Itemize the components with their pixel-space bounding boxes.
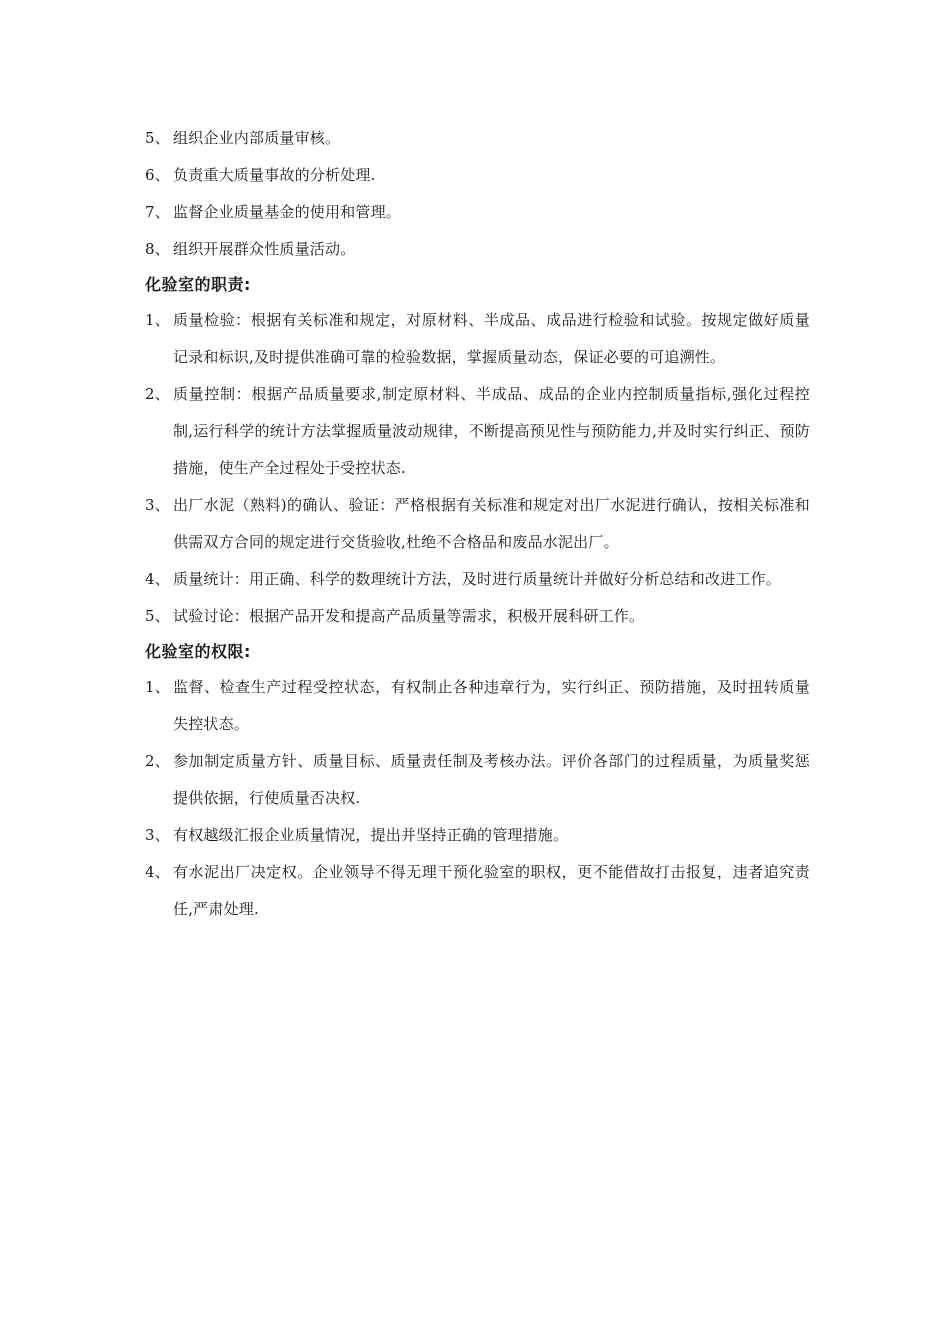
authority-list <box>145 669 810 928</box>
item-text: 负责重大质量事故的分析处理. <box>173 166 376 184</box>
item-number: 1、 <box>145 311 170 329</box>
item-text: 出厂水泥（熟料)的确认、验证：严格根据有关标准和规定对出厂水泥进行确认，按相关标准和供需双方合同的规定进行交货验收,杜绝不合格品和废品水泥出厂。 <box>173 496 810 551</box>
item-text: 有水泥出厂决定权。企业领导不得无理干预化验室的职权，更不能借故打击报复，违者追究责任,严肃处理. <box>173 863 810 918</box>
list-item <box>145 231 810 268</box>
item-number: 5、 <box>145 129 170 147</box>
list-item <box>145 598 810 635</box>
item-number: 4、 <box>145 863 170 881</box>
list-item <box>145 561 810 598</box>
duties-heading: 化验室的职责: <box>145 275 251 294</box>
list-item <box>145 376 810 487</box>
authority-heading: 化验室的权限: <box>145 642 251 661</box>
duties-list <box>145 302 810 635</box>
list-item <box>145 120 810 157</box>
document-body <box>145 120 810 928</box>
item-number: 2、 <box>145 385 170 403</box>
item-number: 8、 <box>145 240 170 258</box>
list-item <box>145 194 810 231</box>
item-number: 7、 <box>145 203 170 221</box>
list-item <box>145 302 810 376</box>
list-item <box>145 817 810 854</box>
intro-list <box>145 120 810 268</box>
item-text: 监督、检查生产过程受控状态，有权制止各种违章行为，实行纠正、预防措施，及时扭转质量失控状态。 <box>173 678 810 733</box>
list-item <box>145 157 810 194</box>
list-item <box>145 487 810 561</box>
list-item <box>145 854 810 928</box>
item-text: 质量统计：用正确、科学的数理统计方法，及时进行质量统计并做好分析总结和改进工作。 <box>173 570 782 588</box>
item-text: 组织企业内部质量审核。 <box>173 129 341 147</box>
item-text: 监督企业质量基金的使用和管理。 <box>173 203 402 221</box>
item-number: 4、 <box>145 570 170 588</box>
item-number: 5、 <box>145 607 170 625</box>
item-text: 参加制定质量方针、质量目标、质量责任制及考核办法。评价各部门的过程质量，为质量奖惩提供依据，行使质量否决权. <box>173 752 810 807</box>
item-text: 质量控制：根据产品质量要求,制定原材料、半成品、成品的企业内控制质量指标,强化过程控制,运行科学的统计方法掌握质量波动规律，不断提高预见性与预防能力,并及时实行纠正、预防措施，使生产全过程处于受控状态. <box>173 385 810 477</box>
item-number: 3、 <box>145 496 170 514</box>
item-text: 质量检验：根据有关标准和规定，对原材料、半成品、成品进行检验和试验。按规定做好质量记录和标识,及时提供准确可靠的检验数据，掌握质量动态，保证必要的可追溯性。 <box>173 311 810 366</box>
item-text: 组织开展群众性质量活动。 <box>173 240 356 258</box>
item-number: 2、 <box>145 752 170 770</box>
item-text: 有权越级汇报企业质量情况，提出并坚持正确的管理措施。 <box>173 826 569 844</box>
list-item <box>145 669 810 743</box>
item-number: 3、 <box>145 826 170 844</box>
duties-section <box>145 270 810 635</box>
item-text: 试验讨论：根据产品开发和提高产品质量等需求，积极开展科研工作。 <box>173 607 645 625</box>
item-number: 1、 <box>145 678 170 696</box>
item-number: 6、 <box>145 166 170 184</box>
list-item <box>145 743 810 817</box>
authority-section <box>145 637 810 928</box>
